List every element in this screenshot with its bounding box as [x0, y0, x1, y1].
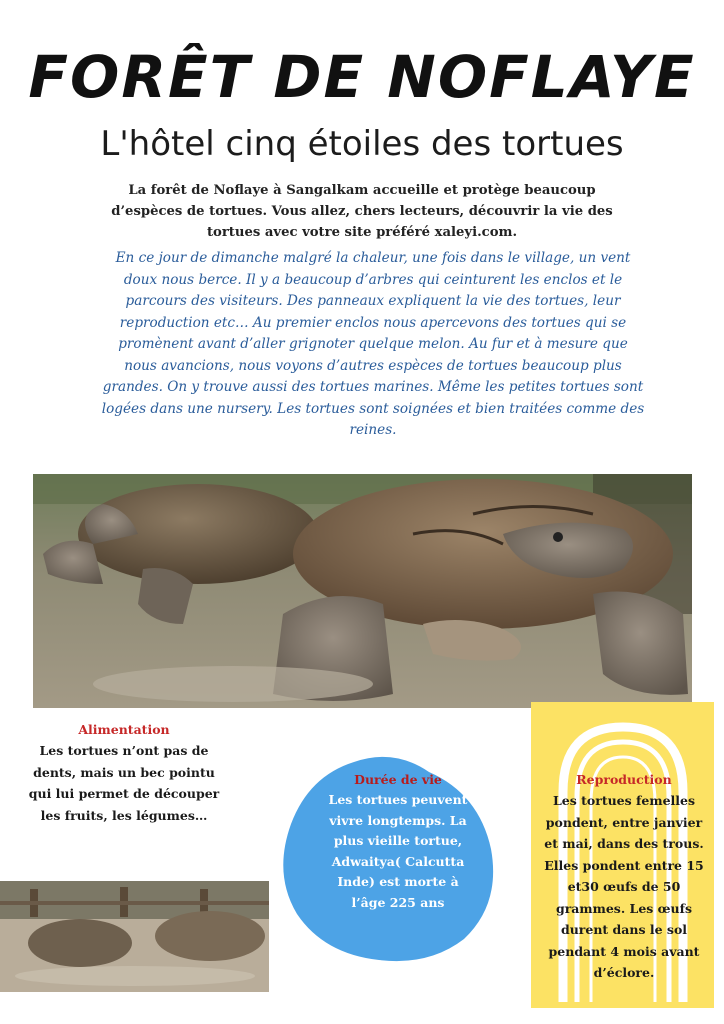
- tortoises-photo: [33, 474, 692, 708]
- intro-paragraph: La forêt de Noflaye à Sangalkam accueille et protège beaucoup d’espèces de tortues. Vous allez, chers lecteurs, découvrir la vie des tortues avec votre site préféré xaleyi.com.: [111, 183, 613, 240]
- reproduction-text: Les tortues femelles pondent, entre janvier et mai, dans des trous. Elles pondent entre 15 et30 œufs de 50 grammes. Les œufs durent dans le sol pendant 4 mois avant d’éclore.: [544, 793, 704, 980]
- alimentation-title: Alimentation: [78, 722, 170, 737]
- page-subtitle: L'hôtel cinq étoiles des tortues: [100, 124, 624, 164]
- reproduction-title: Reproduction: [576, 772, 672, 787]
- duree-title: Durée de vie: [354, 772, 442, 787]
- alimentation-text: Les tortues n’ont pas de dents, mais un bec pointu qui lui permet de découper les fruits, les légumes…: [28, 743, 220, 823]
- alimentation-section: [26, 720, 222, 826]
- story-paragraph: En ce jour de dimanche malgré la chaleur, une fois dans le village, un vent doux nous berce. Il y a beaucoup d’arbres qui ceinturent les enclos et le parcours des visiteurs. Des panneaux expliquent la vie des tortues, leur reproduction etc… Au premier enclos nous apercevons des tortues qui se promènent avant d’aller grignoter quelque melon. Au fur et à mesure que nous avancions, nous voyons d’autres espèces de tortues beaucoup plus grandes. On y trouve aussi des tortues marines. Même les petites tortues sont logées dans une nursery. Les tortues sont soignées et bien traitées comme des reines.: [101, 250, 645, 438]
- duree-section: [320, 770, 476, 913]
- tortoises-enclosure-photo: [0, 881, 269, 992]
- duree-text: Les tortues peuvent vivre longtemps. La plus vieille tortue, Adwaitya( Calcutta Inde) est morte à l’âge 225 ans: [328, 792, 468, 910]
- reproduction-section: [541, 770, 707, 984]
- page-title: FORÊT DE NOFLAYE: [28, 43, 696, 111]
